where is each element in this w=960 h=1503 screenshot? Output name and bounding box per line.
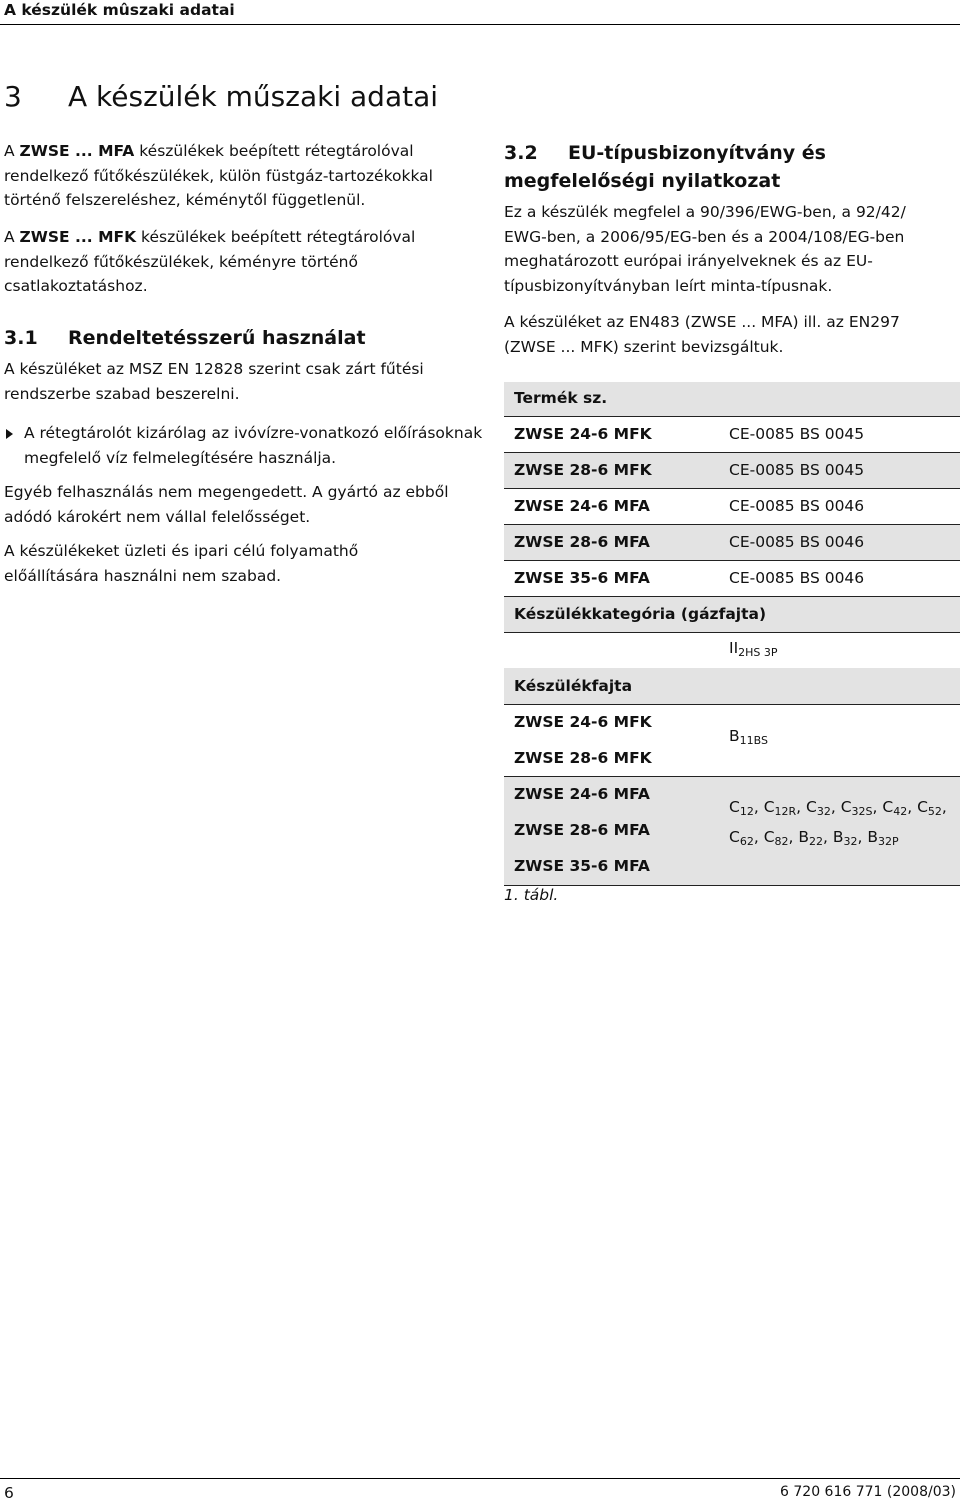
page-header (0, 0, 960, 25)
category-label: Készülékkategória (gázfajta) (514, 605, 767, 623)
section-title: EU-típusbizonyítvány és megfelelőségi nyilatkozat (504, 142, 826, 192)
appliance-type-sub: 32 (816, 805, 831, 818)
section-3-1-heading (4, 324, 366, 352)
type-group-mfk (504, 704, 960, 776)
type-group-mfa (504, 776, 960, 886)
text: készülékek beépített rétegtárolóval rendelkező fűtőkészülékek, kéményre történő csatlakoztatáshoz. (4, 228, 416, 295)
appliance-type-sub: 32P (878, 834, 899, 848)
product-header: Termék sz. (514, 389, 608, 407)
section-3-heading (4, 80, 438, 113)
table-row (504, 416, 960, 452)
appliance-type-sub: 12R (774, 805, 797, 818)
page-number: 6 (4, 1484, 14, 1502)
section-number: 3.2 (504, 142, 538, 164)
appliance-type-list: $C_{12}$, $C_{12R}$, $C_{32}$, $C_{32S}$, $C_{42}$, $C_{52}$, $C_{62}$, $C_{82}$, $B_{22}$, $B_{32}$, $B_{32P}$ (729, 798, 947, 848)
product-code: CE-0085 BS 0045 (729, 461, 865, 479)
appliance-type-item: C (763, 827, 775, 846)
category-value-row (504, 632, 960, 668)
type-main: B (729, 727, 740, 745)
product-code: CE-0085 BS 0046 (729, 569, 865, 587)
product-code: CE-0085 BS 0046 (729, 533, 865, 551)
section-number: 3 (4, 80, 22, 113)
category-sub: 2HS 3P (738, 646, 778, 659)
document-number: 6 720 616 771 (2008/03) (780, 1484, 956, 1500)
appliance-type-item: B (867, 827, 879, 846)
gas-category (729, 639, 778, 659)
industrial-use-paragraph: A készülékeket üzleti és ipari célú folyamathő előállítására használni nem szabad. (4, 542, 359, 585)
text: A (4, 142, 20, 160)
appliance-type-sub: 32 (843, 834, 858, 848)
usage-restriction-paragraph: Egyéb felhasználás nem megengedett. A gyártó az ebből adódó károkért nem vállal felelősséget. (4, 483, 449, 526)
appliance-type-sub: 52 (927, 805, 942, 818)
product-name: ZWSE 35-6 MFA (514, 569, 650, 587)
bullet-text: A rétegtárolót kizárólag az ivóvízre-vonatkozó előírásoknak megfelelő víz felmelegítésére használja. (24, 424, 483, 467)
appliance-type-item: C (882, 798, 894, 816)
table-row (504, 560, 960, 596)
product-name: ZWSE 28-6 MFA (514, 533, 650, 551)
test-standards-paragraph: A készüléket az EN483 (ZWSE ... MFA) ill. az EN297 (ZWSE ... MFK) szerint bevizsgáltuk. (504, 313, 900, 356)
product-code: CE-0085 BS 0046 (729, 497, 865, 515)
appliance-type-item: C (840, 798, 852, 816)
section-number: 3.1 (4, 327, 38, 349)
model-name: ZWSE ... MFK (19, 228, 137, 246)
category-main: II (729, 639, 739, 657)
usage-paragraph: A készüléket az MSZ EN 12828 szerint csak zárt fűtési rendszerbe szabad beszerelni. (4, 360, 424, 403)
appliance-type-sub: 42 (893, 805, 908, 818)
product-name: ZWSE 28-6 MFK (514, 749, 652, 767)
product-code: CE-0085 BS 0045 (729, 425, 865, 443)
product-name: ZWSE 28-6 MFK (514, 461, 652, 479)
product-name: ZWSE 24-6 MFK (514, 713, 652, 731)
type-label: Készülékfajta (514, 677, 633, 695)
product-name: ZWSE 24-6 MFA (514, 497, 650, 515)
page-footer (0, 1478, 960, 1503)
text: A (4, 228, 20, 246)
data-table (504, 382, 960, 886)
appliance-type-sub: 32S (851, 805, 873, 818)
model-name: ZWSE ... MFA (19, 142, 135, 160)
type-header-row (504, 668, 960, 704)
appliance-type-sub: 62 (739, 834, 754, 848)
product-name: ZWSE 24-6 MFA (514, 785, 650, 803)
type-sub: 11BS (739, 734, 768, 747)
category-header-row (504, 596, 960, 632)
section-title: A készülék műszaki adatai (68, 80, 439, 113)
product-name: ZWSE 28-6 MFA (514, 821, 650, 839)
section-3-2-heading (504, 139, 954, 195)
appliance-type-sub: 82 (774, 834, 789, 848)
intro-paragraph-mfa (4, 139, 474, 213)
header-title: A készülék mûszaki adatai (4, 1, 235, 19)
intro-paragraph-mfk (4, 225, 464, 299)
table-row (504, 488, 960, 524)
product-name: ZWSE 24-6 MFK (514, 425, 652, 443)
text: készülékek beépített rétegtárolóval rendelkező fűtőkészülékek, külön füstgáz-tartozékokkal történő felszereléshez, kéménytől függetlenül. (4, 142, 433, 209)
appliance-type-item: C (729, 827, 740, 846)
bullet-triangle-icon (6, 429, 13, 439)
appliance-type-sub: 22 (809, 834, 824, 848)
appliance-type-sub: 12 (739, 805, 754, 818)
appliance-type-item: C (763, 798, 775, 816)
table-row (504, 452, 960, 488)
appliance-type-item: B (798, 827, 810, 846)
appliance-type-item: C (806, 798, 817, 816)
table-header-row (504, 382, 960, 416)
table-caption: 1. tábl. (504, 886, 559, 904)
appliance-type-item: C (917, 798, 928, 816)
appliance-type-item: B (832, 827, 844, 846)
appliance-type (729, 727, 768, 747)
section-title: Rendeltetésszerű használat (68, 327, 366, 349)
product-name: ZWSE 35-6 MFA (514, 857, 650, 875)
appliance-type-item: C (729, 798, 740, 816)
eu-directives-paragraph: Ez a készülék megfelel a 90/396/EWG-ben, a 92/42/ EWG-ben, a 2006/95/EG-ben és a 2004/108/EG-ben meghatározott európai irányelveknek és az EU-típusbizonyítványban leírt minta-típusnak. (504, 203, 906, 295)
table-row (504, 524, 960, 560)
